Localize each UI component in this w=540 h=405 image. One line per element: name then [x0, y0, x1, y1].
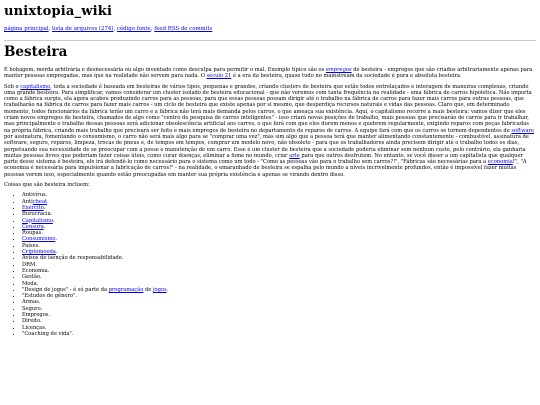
wiki-link[interactable]: Capitalismo: [22, 217, 53, 224]
text-run: .: [166, 286, 169, 293]
paragraph: [4, 84, 536, 178]
text-run: .: [52, 217, 55, 224]
text-run: Empregos.: [22, 311, 51, 318]
site-title: unixtopia_wiki: [4, 4, 113, 19]
text-run: Armas.: [22, 299, 41, 306]
text-run: de: [143, 286, 153, 293]
page-title: Besteira: [4, 44, 68, 60]
text-run: .: [55, 249, 58, 256]
nav-separator: ,: [48, 26, 53, 32]
nav-link-2[interactable]: código fonte: [116, 26, 151, 32]
text-run: Roupas.: [22, 230, 43, 237]
top-nav: [4, 26, 536, 32]
text-run: DRM.: [22, 261, 37, 268]
text-run: Antivírus.: [22, 192, 48, 199]
nav-separator: ,: [113, 26, 117, 32]
text-run: Gestão.: [22, 274, 42, 281]
text-run: Anti: [22, 198, 33, 205]
text-run: de besteira - empregos que são criados arbitrariamente apenas para manter pessoas empregadas, mas que na realidade não servem para nada. O: [4, 67, 533, 80]
text-run: para que outros desfrutem. No entanto, se você disser a um capitalista que qualquer parte desse sistema é besteira, ele irá defendê-lo como necessário para o sistema como um todo - "Como as pessoas vão para o trabalho sem carros?!", "Fábricas são necessárias para a: [4, 152, 523, 166]
text-run: Coisas que são besteira incluem:: [4, 182, 90, 189]
divider: [4, 40, 536, 41]
wiki-link[interactable]: Consumismo: [22, 236, 56, 243]
list-item: [22, 331, 536, 337]
text-run: !", "A economia é necessária para impulsionar a fabricação de carros!" - na realidade, o emaranhado de besteira se espalha pelo mundo a níveis incrivelmente profundos, então é impossível fazer muitas pessoas verem isso, especialmente quando estão preocupadas em manter sua própria existência e apenas se virando dentro disso.: [4, 159, 527, 178]
text-run: Burocracia.: [22, 211, 53, 218]
wiki-link[interactable]: programação: [108, 286, 144, 293]
text-run: Sob o: [4, 83, 21, 90]
wiki-link[interactable]: capitalismo: [20, 83, 51, 90]
besteira-list: [4, 192, 536, 337]
nav-separator: ,: [150, 26, 155, 32]
wiki-link[interactable]: Criptomoeda: [22, 249, 56, 256]
text-run: .: [43, 204, 46, 211]
wiki-link[interactable]: cheat: [32, 198, 48, 205]
paragraph: [4, 67, 536, 80]
text-run: .: [47, 198, 49, 205]
text-run: .: [43, 223, 46, 230]
text-run: Licenças.: [22, 324, 47, 331]
text-run: Países.: [22, 242, 40, 249]
wiki-link[interactable]: século 21: [206, 73, 232, 80]
text-run: "Coaching de vida".: [22, 330, 74, 337]
text-run: Moda.: [22, 280, 39, 287]
wiki-link[interactable]: jogos: [152, 286, 167, 293]
wiki-link[interactable]: arte: [289, 152, 300, 159]
text-run: Avisos de isenção de responsabilidade.: [22, 255, 124, 262]
wiki-link[interactable]: empregos: [325, 67, 352, 73]
text-run: "Design de jogos" - é só parte da: [22, 286, 109, 293]
paragraph: [4, 182, 536, 188]
text-run: Seguro.: [22, 305, 43, 312]
text-run: "Estudos de gênero".: [22, 293, 77, 300]
wiki-link[interactable]: economia: [487, 159, 513, 166]
wiki-link[interactable]: software: [511, 127, 535, 134]
wiki-link[interactable]: Exército: [22, 204, 44, 211]
text-run: É bobagem, merda arbitrária e desnecessária ou algo inventado como desculpa para permitir o mal. Exemplo típico são os: [4, 67, 326, 73]
nav-link-1[interactable]: lista de arquivos (274): [52, 26, 114, 32]
text-run: , toda a sociedade é baseada em besteiras de vários tipos, pequenas e grandes, criando clusters de besteira que estão todos entrelaçados e interagem de maneiras complexas, criando uma grande besteira. Para simplificar, vamos considerar um cluster isolado de besteira educacional - que não veremos com tanta frequência na realidade - uma fábrica de carros hipotética. Não importa como a fábrica surgiu, ela agora acabou produzindo carros para as pessoas, para que essas pessoas possam dirigir até o trabalho na fábrica de carros para fazer mais carros para outras pessoas, que trabalharão na fábrica de carros para fazer mais carros - um ciclo de besteira que existe apenas por si mesmo, que desperdiça recursos naturais e vidas das pessoas. Claro que, em determinado momento, todos funcionários da fábrica terão um carro e a fábrica não terá mais demanda pelos carros, o que ameaça sua existência. Aqui, o capitalismo recorre a mais besteira: vamos dizer que eles criam novos empregos de besteira, chamados de algo como "centro de pesquisa de carros inteligentes" - isso criará novas posições de trabalho, mais pessoas que precisarão de carros para ir trabalhar, mas principalmente o trabalho dessas pessoas será adicionar obsolescência artificial aos carros, o que fará com que eles durem menos e quebrem regularmente, exigindo reparos com peças fabricadas na própria fábrica, criando mais trabalho que precisará ser feito e mais empregos de besteira no departamento de reparos de carros. A equipe fará com que os carros se tornem dependentes de: [4, 83, 532, 134]
text-run: Economia.: [22, 267, 50, 274]
nav-link-3[interactable]: feed RSS de commits: [154, 26, 213, 32]
text-run: Direito.: [22, 318, 42, 325]
wiki-link[interactable]: Censura: [22, 223, 44, 230]
text-run: por assinatura, fomentando o consumismo, o carro não será mais algo para se "comprar uma vez", mas sim algo que a pessoa terá que manter alimentando constantemente - combustível, assinatura de software, seguro, reparos, limpeza, trocas de pneus e, de tempos em tempos, comprar um modelo novo, não obsoleto - para que os trabalhadores ainda precisem dirigir até o trabalho todos os dias, perpetuando sua necessidade de se preocupar com a posse e manutenção de um carro. Esse é um cluster de besteira que a sociedade poderia eliminar sem nenhum custo, pelo contrário, ela ganharia muitas pessoas livres que poderiam fazer coisas úteis, como curar doenças, eliminar a fome no mundo, criar: [4, 133, 529, 159]
article-content: [4, 67, 536, 188]
nav-link-0[interactable]: página principal: [4, 26, 49, 32]
text-run: é a era da besteira, quase tudo no mainstream da sociedade é pura e absoluta besteira.: [231, 73, 462, 80]
text-run: .: [55, 236, 57, 243]
